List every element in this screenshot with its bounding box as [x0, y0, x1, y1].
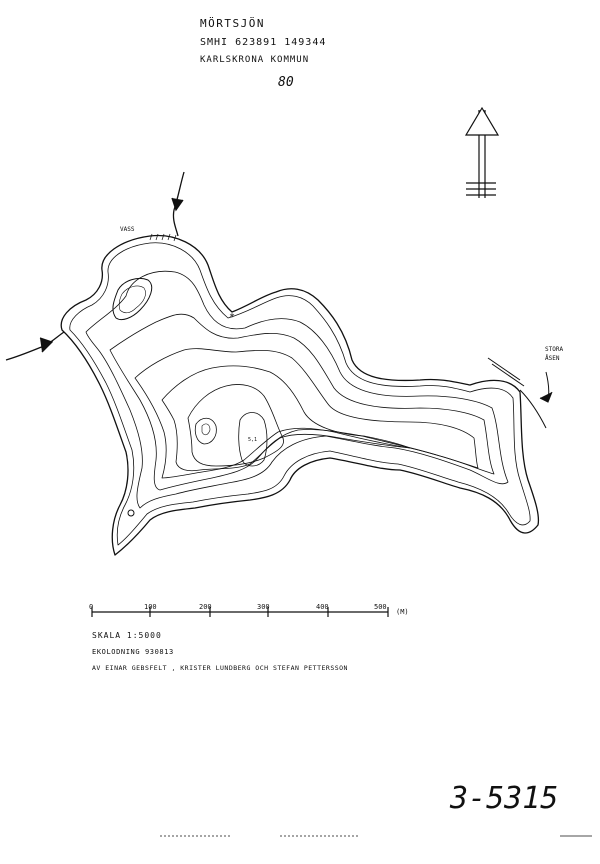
lake-map [61, 236, 538, 555]
scale-tick-0: 0 [89, 603, 94, 611]
scale-bar [92, 607, 388, 617]
scale-tick-200: 200 [199, 603, 212, 611]
north-arrow-icon [466, 108, 498, 198]
inflow-west-arrow-icon [6, 332, 64, 360]
survey-point-marker: * [229, 312, 236, 323]
scale-tick-300: 300 [257, 603, 270, 611]
shoal [195, 418, 216, 444]
scale-tick-100: 100 [144, 603, 157, 611]
scale-tick-400: 400 [316, 603, 329, 611]
label-depth-spot: 5,1 [248, 437, 258, 443]
survey-authors: AV EINAR GEBSFELT , KRISTER LUNDBERG OCH STEFAN PETTERSSON [92, 664, 348, 672]
archive-number: 3-5315 [450, 781, 559, 816]
label-outlet-2: ÅSEN [545, 355, 560, 362]
scale-text: SKALA 1:5000 [92, 631, 162, 640]
scale-unit: (M) [396, 608, 409, 616]
inflow-north-arrow-icon [172, 172, 184, 236]
label-outlet-1: STORA [545, 346, 564, 353]
island-southwest [128, 510, 134, 516]
scale-tick-500: 500 [374, 603, 387, 611]
label-vass: VASS [120, 226, 135, 233]
lake-name: MÖRTSJÖN [200, 17, 265, 30]
smhi-id: SMHI 623891 149344 [200, 37, 327, 48]
map-number: 80 [278, 75, 294, 90]
survey-date: EKOLODNING 930813 [92, 648, 174, 656]
municipality: KARLSKRONA KOMMUN [200, 55, 310, 65]
